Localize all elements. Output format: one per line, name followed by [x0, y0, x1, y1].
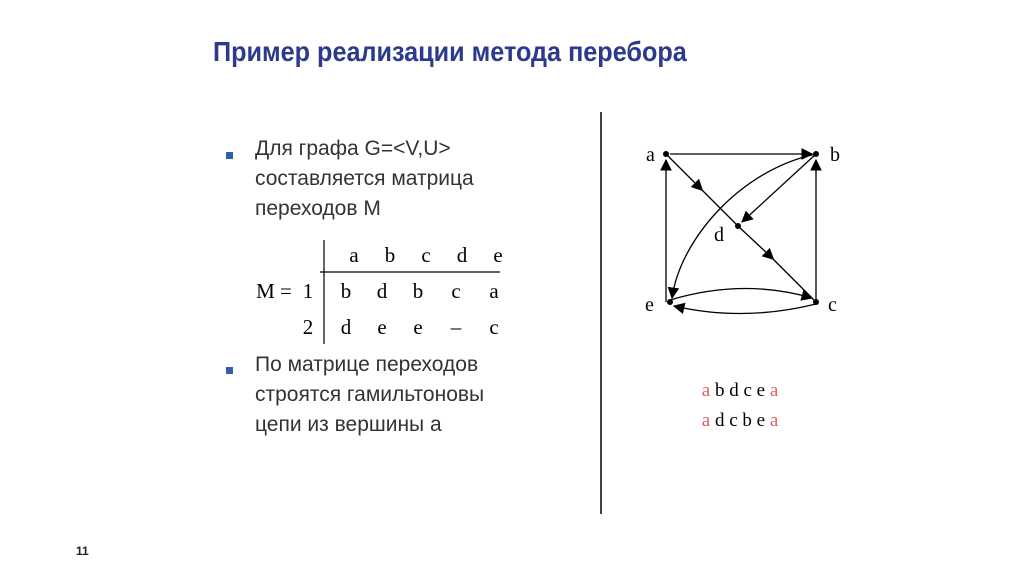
graph-node-c — [813, 299, 819, 305]
node-label-e: e — [645, 294, 654, 316]
node-label-a: a — [646, 144, 655, 166]
node-label-c: c — [828, 294, 837, 316]
matrix-cell: c — [451, 279, 461, 303]
bullet-marker — [226, 152, 233, 159]
bullet-line: цепи из вершины a — [255, 413, 442, 436]
page-number: 11 — [76, 544, 89, 558]
edge-d-c-head — [738, 226, 770, 256]
matrix-cell: e — [377, 315, 387, 339]
bullet-line: строятся гамильтоновы — [255, 383, 485, 406]
edge-b-d — [742, 154, 816, 222]
slide-title: Пример реализации метода перебора — [213, 36, 687, 67]
bullet-line: составляется матрица — [255, 167, 474, 190]
path-middle: b d c e — [714, 380, 766, 401]
bullet-line: По матрице переходов — [255, 353, 479, 376]
vertical-divider — [600, 112, 602, 514]
edge-a-d-head — [666, 154, 699, 187]
bullet-marker — [226, 367, 233, 374]
matrix-cell: a — [489, 279, 499, 303]
edge-a-d — [699, 187, 738, 226]
bullet-line: переходов M — [255, 197, 381, 220]
graph-node-d — [735, 223, 741, 229]
matrix-cell: c — [489, 315, 499, 339]
hamiltonian-paths — [680, 376, 800, 436]
node-label-b: b — [830, 144, 840, 166]
path-line — [680, 376, 800, 406]
edge-b-e — [672, 154, 816, 298]
matrix-cell: b — [340, 279, 352, 303]
path-line — [680, 406, 800, 436]
graph-node-b — [813, 151, 819, 157]
matrix-col-header: a — [349, 243, 359, 267]
matrix-col-header: e — [493, 243, 503, 267]
matrix-cell: – — [450, 315, 462, 339]
bullet-text-1 — [255, 134, 555, 224]
edge-e-c — [670, 288, 812, 300]
matrix-cell: d — [376, 279, 388, 303]
matrix-row-index: 2 — [302, 315, 314, 339]
matrix-cell: e — [413, 315, 423, 339]
matrix-cell: d — [340, 315, 352, 339]
path-middle: d c b e — [714, 410, 766, 431]
graph-node-a — [663, 151, 669, 157]
matrix-row-index: 1 — [302, 279, 314, 303]
bullet-line: Для графа G=<V,U> — [255, 137, 451, 160]
matrix-col-header: c — [421, 243, 431, 267]
matrix-cell: b — [412, 279, 424, 303]
path-end: a — [769, 380, 779, 401]
edge-c-e — [674, 304, 816, 314]
path-end: a — [769, 410, 779, 431]
graph-node-e — [667, 299, 673, 305]
path-start: a — [701, 410, 711, 431]
transition-matrix — [240, 240, 530, 350]
node-label-d: d — [714, 224, 724, 246]
bullet-text-2 — [255, 350, 555, 440]
matrix-col-header: b — [384, 243, 396, 267]
path-start: a — [701, 380, 711, 401]
matrix-label: M = — [256, 279, 292, 303]
matrix-col-header: d — [456, 243, 468, 267]
